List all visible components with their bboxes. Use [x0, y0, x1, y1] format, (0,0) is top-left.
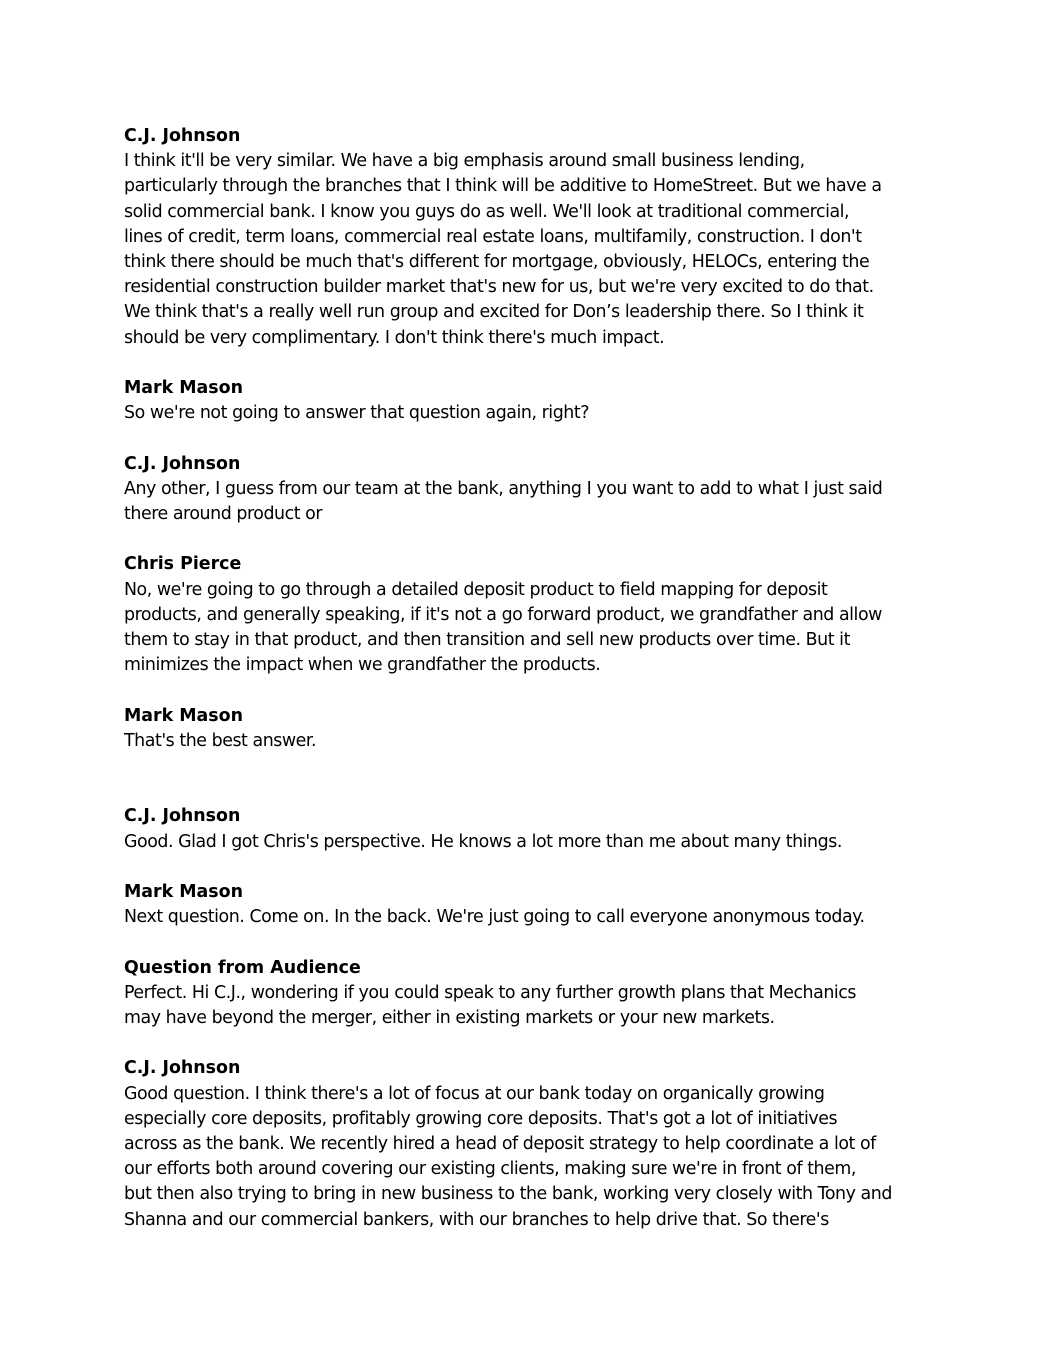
speaker-name: C.J. Johnson: [124, 806, 241, 827]
speaker-name: Mark Mason: [124, 882, 243, 902]
speech-line: We think that's a really well run group and excited for Don’s leadership there. So I think it: [124, 302, 864, 323]
speaker-name: Mark Mason: [124, 378, 243, 399]
speech-line: So we're not going to answer that question again, right?: [124, 403, 589, 424]
transcript-entry: [124, 704, 936, 754]
speaker-name: Mark Mason: [124, 705, 243, 726]
speech-line: may have beyond the merger, either in existing markets or your new markets.: [124, 1008, 775, 1028]
speaker-name: Question from Audience: [124, 957, 361, 978]
transcript-entry: [124, 1056, 936, 1232]
speech-line: minimizes the impact when we grandfather the products.: [124, 655, 601, 676]
speech-line: there around product or: [124, 504, 323, 525]
speech-line: Any other, I guess from our team at the bank, anything I you want to add to what I just said: [124, 478, 883, 499]
transcript-entry: [124, 880, 936, 930]
transcript-entry: [124, 552, 936, 678]
speech-line: products, and generally speaking, if it's not a go forward product, we grandfather and allow: [124, 604, 882, 625]
transcript-page: [124, 124, 936, 1233]
speaker-name: C.J. Johnson: [124, 126, 241, 146]
speech-line: residential construction builder market that's new for us, but we're very excited to do that.: [124, 277, 874, 298]
speaker-name: Chris Pierce: [124, 554, 242, 575]
speech-line: especially core deposits, profitably growing core deposits. That's got a lot of initiatives: [124, 1108, 838, 1129]
speech-line: lines of credit, term loans, commercial real estate loans, multifamily, construction. I don't: [124, 226, 862, 247]
speech-line: solid commercial bank. I know you guys do as well. We'll look at traditional commercial,: [124, 201, 850, 222]
speech-line: particularly through the branches that I think will be additive to HomeStreet. But we have a: [124, 176, 882, 197]
transcript-entry: [124, 804, 936, 854]
speech-line: Good question. I think there's a lot of focus at our bank today on organically growing: [124, 1083, 825, 1104]
speech-line: Perfect. Hi C.J., wondering if you could speak to any further growth plans that Mechanics: [124, 982, 857, 1003]
transcript-entry: [124, 452, 936, 528]
transcript-entry: [124, 124, 936, 351]
speech-line: them to stay in that product, and then transition and sell new products over time. But it: [124, 630, 850, 651]
speech-line: but then also trying to bring in new business to the bank, working very closely with Tony and: [124, 1184, 892, 1205]
speech-line: I think it'll be very similar. We have a big emphasis around small business lending,: [124, 151, 805, 172]
speaker-name: C.J. Johnson: [124, 453, 241, 474]
speech-line: That's the best answer.: [124, 730, 317, 751]
speech-line: Good. Glad I got Chris's perspective. He knows a lot more than me about many things.: [124, 831, 842, 852]
speaker-name: C.J. Johnson: [124, 1058, 241, 1079]
transcript-entry: [124, 376, 936, 426]
speech-line: Shanna and our commercial bankers, with our branches to help drive that. So there's: [124, 1209, 829, 1230]
speech-line: No, we're going to go through a detailed deposit product to field mapping for deposit: [124, 579, 828, 600]
speech-line: across as the bank. We recently hired a head of deposit strategy to help coordinate a lot of: [124, 1134, 876, 1154]
speech-line: should be very complimentary. I don't think there's much impact.: [124, 327, 665, 348]
speech-line: think there should be much that's different for mortgage, obviously, HELOCs, entering the: [124, 252, 870, 273]
transcript-entry: [124, 956, 936, 1032]
speech-line: Next question. Come on. In the back. We're just going to call everyone anonymous today.: [124, 907, 865, 928]
speech-line: our efforts both around covering our existing clients, making sure we're in front of them,: [124, 1159, 856, 1180]
